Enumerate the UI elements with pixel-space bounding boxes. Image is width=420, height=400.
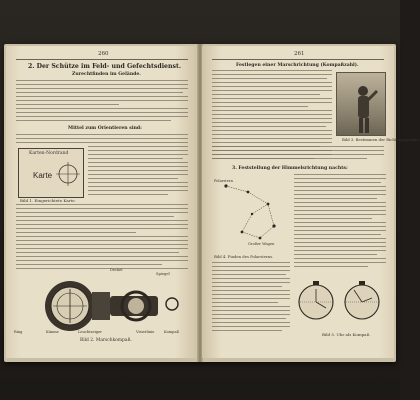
- text-line: [212, 82, 332, 83]
- compass-label-kimme: Kimme: [46, 330, 59, 334]
- left-page-number: 260: [98, 51, 109, 57]
- text-line: [16, 244, 188, 245]
- text-line: [212, 266, 290, 267]
- left-page: [6, 46, 198, 358]
- text-line: [212, 278, 290, 279]
- compass-label-kompass: Kompaß: [164, 330, 180, 334]
- text-line: [212, 74, 332, 75]
- text-line: [16, 224, 188, 225]
- text-line: [212, 290, 290, 291]
- text-line: [16, 104, 119, 105]
- text-line: [212, 106, 308, 107]
- text-line: [212, 286, 282, 287]
- text-line: [294, 214, 386, 215]
- compass-label-visierlinie: Visierlinie: [136, 330, 155, 334]
- map-figure: [18, 148, 84, 198]
- text-line: [294, 242, 386, 243]
- text-line: [212, 94, 320, 95]
- text-line: [212, 98, 332, 99]
- text-line: [16, 108, 188, 109]
- text-line: [16, 236, 188, 237]
- text-line: [88, 158, 183, 159]
- text-line: [212, 158, 367, 159]
- text-line: [294, 266, 368, 267]
- text-line: [212, 114, 332, 115]
- text-line: [16, 92, 183, 93]
- text-line: [294, 234, 381, 235]
- figure4-caption: Bild 4. Finden des Polarsterns.: [214, 254, 274, 259]
- text-line: [294, 238, 386, 239]
- text-line: [88, 146, 188, 147]
- text-line: [88, 186, 188, 187]
- text-line: [212, 150, 384, 151]
- text-line: [16, 220, 188, 221]
- text-line: [212, 326, 290, 327]
- right-page-number: 261: [294, 51, 305, 57]
- text-line: [212, 298, 290, 299]
- map-corner-label: Karten-Nordrand: [29, 151, 69, 156]
- compass-label-deckel: Deckel: [110, 268, 123, 272]
- map-label: Karte: [33, 171, 53, 180]
- compass-label-ring: Ring: [14, 330, 23, 334]
- soldier-photo: [336, 72, 386, 136]
- text-line: [294, 210, 386, 211]
- text-line: [16, 204, 188, 205]
- text-line: [212, 314, 290, 315]
- soldier-figure: [337, 73, 385, 135]
- text-line: [294, 226, 386, 227]
- text-line: [294, 178, 386, 179]
- text-line: [212, 330, 282, 331]
- text-line: [88, 194, 168, 195]
- text-line: [16, 100, 188, 101]
- text-line: [16, 260, 188, 261]
- text-line: [212, 142, 332, 143]
- text-line: [88, 182, 188, 183]
- photo-caption: Bild 3. Bestimmen der Richtungspunkte.: [342, 137, 420, 142]
- right-page: [202, 46, 420, 358]
- header-rule: [16, 59, 188, 60]
- text-line: [212, 78, 327, 79]
- text-line: [212, 318, 286, 319]
- chapter-title: 2. Der Schütze im Feld- und Gefechtsdienst.: [28, 63, 181, 70]
- text-line: [16, 268, 188, 269]
- text-line: [212, 138, 332, 139]
- text-line: [212, 282, 290, 283]
- section2-heading: 3. Feststellung der Himmelsrichtung nachts:: [232, 166, 348, 171]
- text-line: [16, 208, 188, 209]
- text-line: [16, 248, 188, 249]
- text-line: [16, 256, 188, 257]
- text-line: [16, 212, 188, 213]
- text-line: [294, 182, 381, 183]
- text-line: [294, 258, 386, 259]
- text-line: [294, 246, 386, 247]
- text-line: [212, 146, 384, 147]
- star-label-polarstern: Polarstern: [214, 179, 233, 183]
- text-line: [16, 240, 188, 241]
- text-line: [16, 88, 188, 89]
- text-line: [294, 262, 386, 263]
- figure1-caption: Bild 1. Eingerichtete Karte.: [20, 198, 76, 203]
- text-line: [294, 254, 377, 255]
- text-line: [212, 322, 290, 323]
- text-line: [88, 150, 188, 151]
- text-line: [16, 96, 188, 97]
- marching-compass-drawing: [26, 274, 186, 336]
- text-line: [16, 142, 188, 143]
- text-line: [212, 122, 332, 123]
- text-line: [16, 216, 174, 217]
- star-label-grosser-wagen: Großer Wagen: [248, 242, 275, 246]
- text-line: [212, 302, 278, 303]
- text-line: [212, 102, 332, 103]
- text-line: [294, 230, 386, 231]
- watch-compass-figure: [294, 278, 386, 326]
- text-line: [16, 138, 188, 139]
- figure2-caption: Bild 2. Marschkompaß.: [80, 338, 132, 343]
- text-line: [16, 80, 188, 81]
- text-line: [88, 170, 188, 171]
- text-line: [294, 218, 372, 219]
- open-book: [4, 44, 420, 362]
- sub-heading: Mittel zum Orientieren sind:: [68, 126, 142, 131]
- text-line: [16, 264, 162, 265]
- text-line: [212, 110, 332, 111]
- text-line: [294, 186, 386, 187]
- text-line: [88, 154, 188, 155]
- text-line: [88, 178, 178, 179]
- text-line: [294, 250, 386, 251]
- text-line: [88, 190, 188, 191]
- text-line: [212, 274, 286, 275]
- figure5-caption: Bild 5. Uhr als Kompaß.: [322, 332, 371, 337]
- text-line: [294, 174, 386, 175]
- text-line: [16, 120, 171, 121]
- text-line: [212, 310, 290, 311]
- text-line: [212, 270, 290, 271]
- running-head: Festlegen einer Marschrichtung (Kompaßzahl).: [236, 63, 359, 68]
- text-line: [16, 112, 188, 113]
- text-line: [88, 162, 188, 163]
- text-line: [212, 126, 326, 127]
- text-line: [16, 232, 136, 233]
- text-line: [294, 198, 377, 199]
- text-line: [88, 166, 188, 167]
- text-line: [294, 202, 386, 203]
- text-line: [16, 134, 188, 135]
- section-heading: Zurechtfinden im Gelände.: [72, 72, 141, 77]
- text-line: [16, 228, 188, 229]
- compass-label-leuchtzeiger: Leuchtzeiger: [78, 330, 102, 334]
- text-line: [212, 118, 332, 119]
- text-line: [212, 262, 290, 263]
- text-line: [212, 130, 332, 131]
- text-line: [212, 86, 332, 87]
- text-line: [294, 190, 386, 191]
- text-line: [294, 222, 386, 223]
- text-line: [212, 294, 290, 295]
- text-line: [16, 84, 188, 85]
- text-line: [212, 306, 290, 307]
- compass-label-spiegel: Spiegel: [156, 272, 170, 276]
- header-rule-right: [212, 59, 384, 60]
- text-line: [16, 116, 188, 117]
- text-line: [16, 252, 179, 253]
- text-line: [212, 134, 332, 135]
- text-line: [294, 194, 386, 195]
- compass-rose-icon: [55, 161, 81, 187]
- text-line: [294, 206, 386, 207]
- text-line: [212, 70, 332, 71]
- text-line: [212, 90, 332, 91]
- text-line: [212, 154, 384, 155]
- text-line: [88, 174, 188, 175]
- star-diagram: [212, 174, 290, 250]
